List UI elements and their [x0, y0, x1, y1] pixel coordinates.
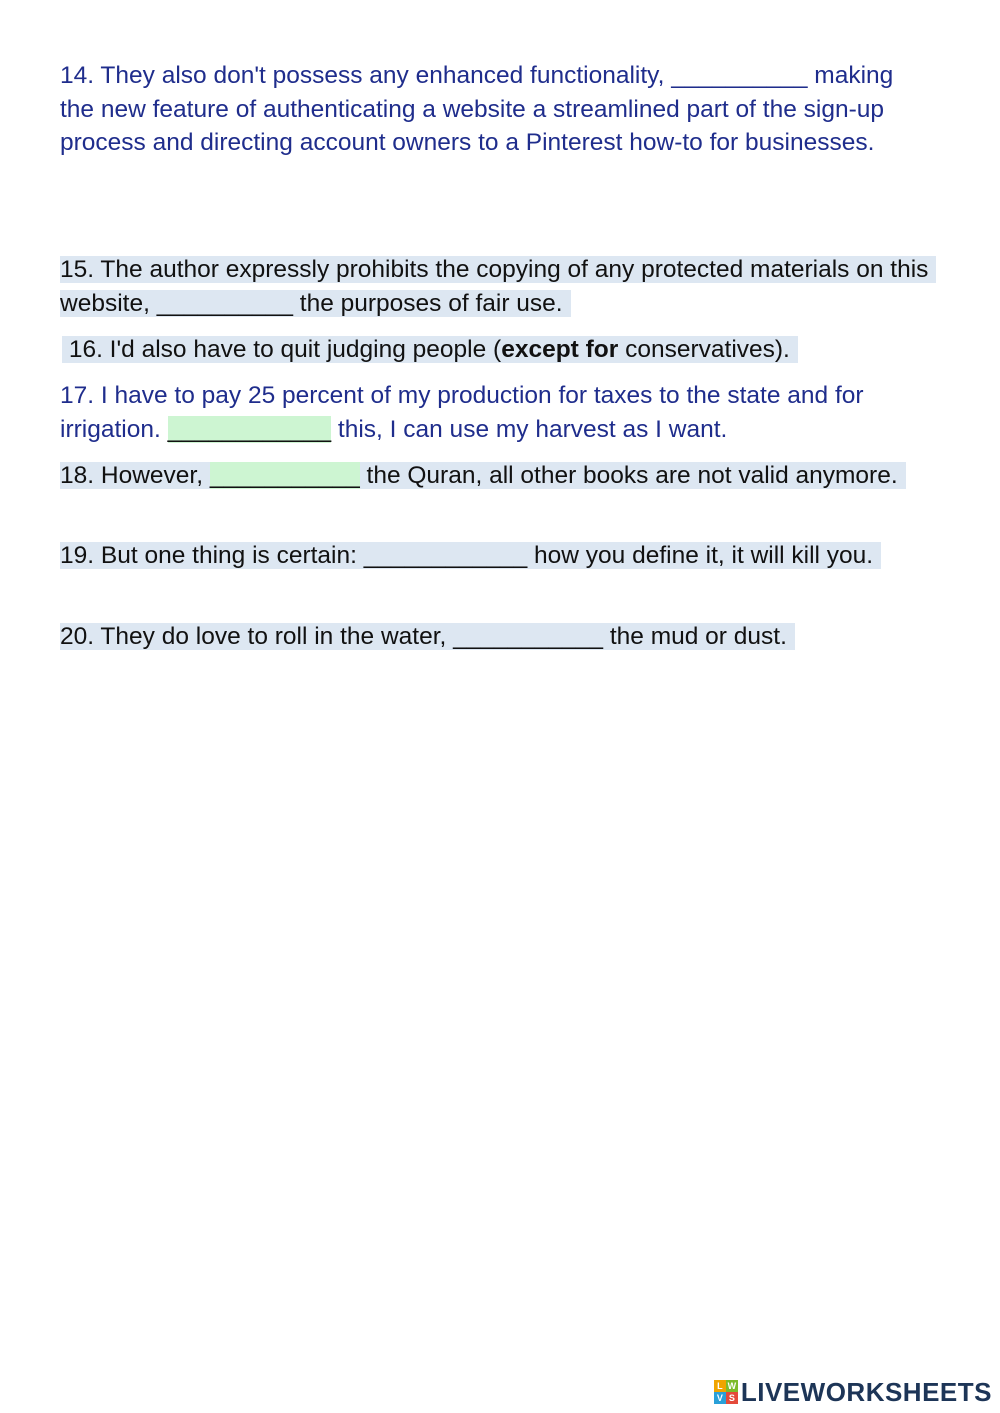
item-number: 20.: [60, 623, 95, 650]
item-text-after: conservatives).: [618, 336, 790, 363]
logo-mark-letter: S: [726, 1392, 738, 1404]
item-text-after: the mud or dust.: [603, 623, 787, 650]
exercise-item-14: [60, 59, 930, 160]
answer-field-18[interactable]: ___________: [209, 462, 360, 489]
item-number: 18.: [60, 462, 95, 489]
exercise-item-20: [60, 620, 930, 654]
exercise-item-19: [60, 539, 930, 573]
logo-mark-letter: W: [727, 1380, 737, 1391]
logo-text: LIVEWORKSHEETS: [740, 1376, 992, 1407]
item-bold-phrase: except for: [501, 336, 619, 363]
exercise-item-17: [60, 379, 930, 446]
item-text-after: how you define it, it will kill you.: [527, 542, 874, 569]
logo-mark-icon: [714, 1380, 738, 1404]
answer-blank-20[interactable]: ___________: [453, 623, 604, 650]
item-text-after: the purposes of fair use.: [292, 289, 563, 317]
item-number: 14.: [60, 62, 95, 89]
item-text-before: They also don't possess any enhanced functionality,: [94, 62, 672, 89]
item-number: 17.: [60, 382, 95, 409]
item-number: 19.: [60, 542, 95, 569]
exercise-item-15: [60, 253, 930, 320]
item-text-after: the Quran, all other books are not valid anymore.: [359, 462, 898, 489]
item-text-before: However,: [94, 462, 210, 489]
exercise-item-16: [62, 333, 932, 367]
logo-mark-letter: L: [714, 1380, 726, 1392]
item-text-before: I have to pay 25 percent of my production for taxes to the state and for irrigation.: [60, 382, 864, 443]
item-text-after: this, I can use my harvest as I want.: [331, 415, 728, 443]
item-text-before: The author expressly prohibits the copying of any protected materials on this website,: [60, 256, 929, 317]
answer-blank-14[interactable]: __________: [671, 62, 808, 89]
exercise-item-18: [60, 459, 930, 493]
item-text-before: I'd also have to quit judging people (: [102, 336, 502, 363]
liveworksheets-logo: [714, 1377, 992, 1407]
item-text-before: They do love to roll in the water,: [94, 623, 454, 650]
logo-mark-letter: V: [714, 1392, 726, 1404]
answer-field-17[interactable]: ____________: [167, 415, 332, 443]
item-number: 15.: [60, 256, 95, 283]
item-number: 16.: [68, 336, 103, 363]
answer-blank-19[interactable]: ____________: [363, 542, 528, 569]
item-text-after: making the new feature of authenticating a website a streamlined part of the sign-up process and directing account owners to a Pinterest how-to for businesses.: [60, 62, 894, 156]
answer-blank-15[interactable]: __________: [156, 289, 293, 317]
item-text-before: But one thing is certain:: [94, 542, 364, 569]
